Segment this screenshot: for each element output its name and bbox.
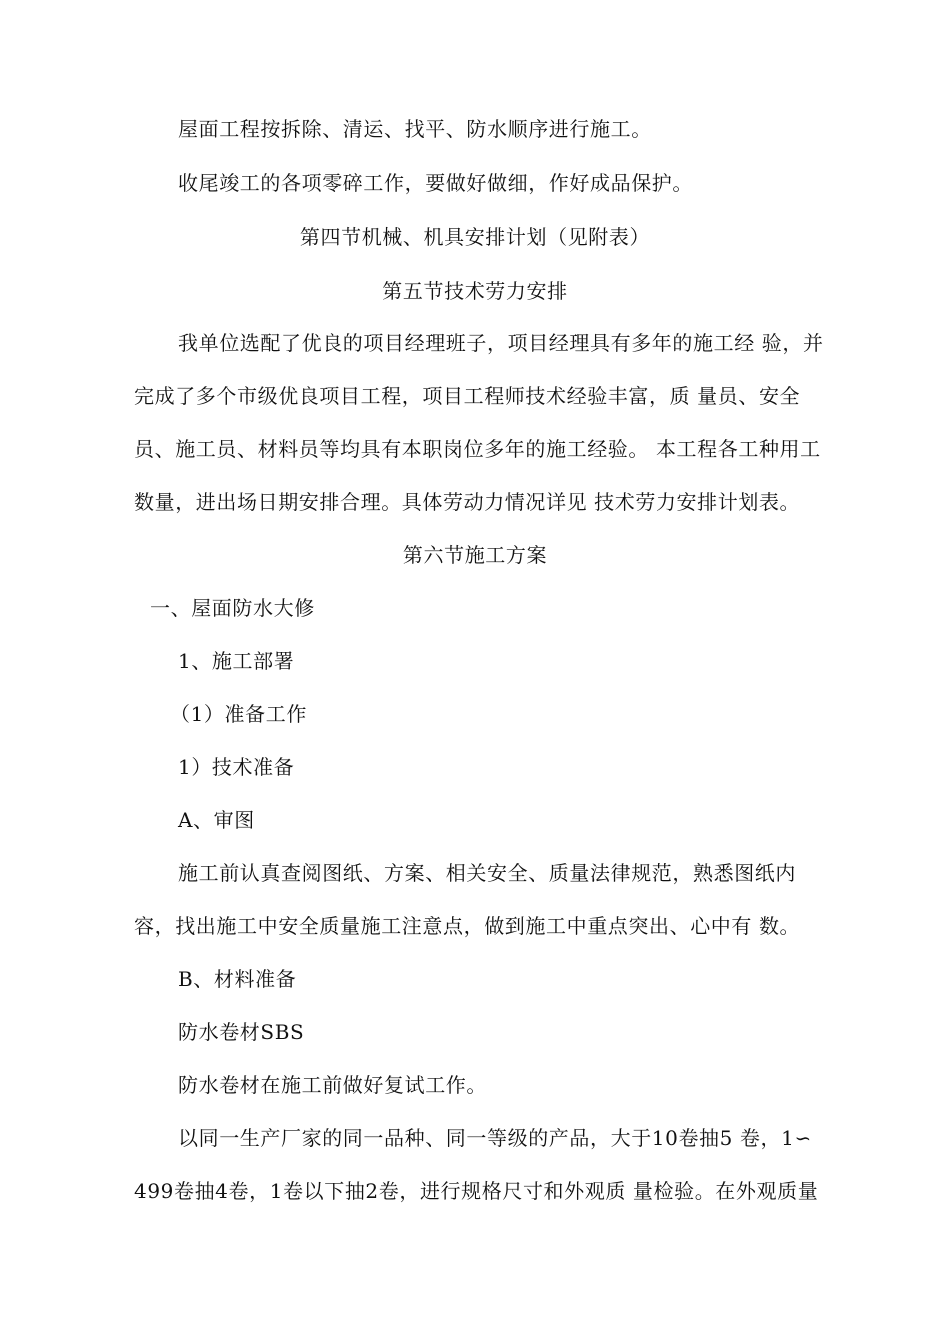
paragraph-labor-line-2: 完成了多个市级优良项目工程，项目工程师技术经验丰富，质 量员、安全 (134, 384, 801, 408)
paragraph-labor-line-1: 我单位选配了优良的项目经理班子，项目经理具有多年的施工经 验，并 (178, 331, 824, 355)
paragraph-review-line-1: 施工前认真查阅图纸、方案、相关安全、质量法律规范，熟悉图纸内 (178, 861, 796, 885)
paragraph-membrane-retest: 防水卷材在施工前做好复试工作。 (178, 1073, 487, 1097)
subsection-technical-prep: 1）技术准备 (178, 755, 295, 779)
paragraph-roof-sequence: 屋面工程按拆除、清运、找平、防水顺序进行施工。 (178, 117, 652, 141)
subsection-drawing-review: A、审图 (178, 808, 255, 832)
paragraph-sampling-line-1: 以同一生产厂家的同一品种、同一等级的产品，大于10卷抽5 卷，1∽ (178, 1126, 812, 1150)
section-heading-6: 第六节施工方案 (402, 543, 548, 567)
paragraph-labor-line-3: 员、施工员、材料员等均具有本职岗位多年的施工经验。 本工程各工种用工 (134, 437, 821, 461)
paragraph-sampling-line-2: 499卷抽4卷，1卷以下抽2卷，进行规格尺寸和外观质 量检验。在外观质量 (134, 1179, 819, 1203)
section-heading-5: 第五节技术劳力安排 (382, 279, 568, 303)
paragraph-membrane-type: 防水卷材SBS (178, 1020, 305, 1044)
subsection-material-prep: B、材料准备 (178, 967, 297, 991)
subsection-roof-waterproofing: 一、屋面防水大修 (150, 596, 315, 620)
paragraph-review-line-2: 容，找出施工中安全质量施工注意点，做到施工中重点突出、心中有 数。 (134, 914, 801, 938)
paragraph-labor-line-4: 数量，进出场日期安排合理。具体劳动力情况详见 技术劳力安排计划表。 (134, 490, 801, 514)
paragraph-completion-work: 收尾竣工的各项零碎工作，要做好做细，作好成品保护。 (178, 171, 693, 195)
section-heading-4: 第四节机械、机具安排计划（见附表） (299, 225, 651, 249)
subsection-preparation: （1）准备工作 (170, 702, 307, 726)
subsection-deployment: 1、施工部署 (178, 649, 295, 673)
